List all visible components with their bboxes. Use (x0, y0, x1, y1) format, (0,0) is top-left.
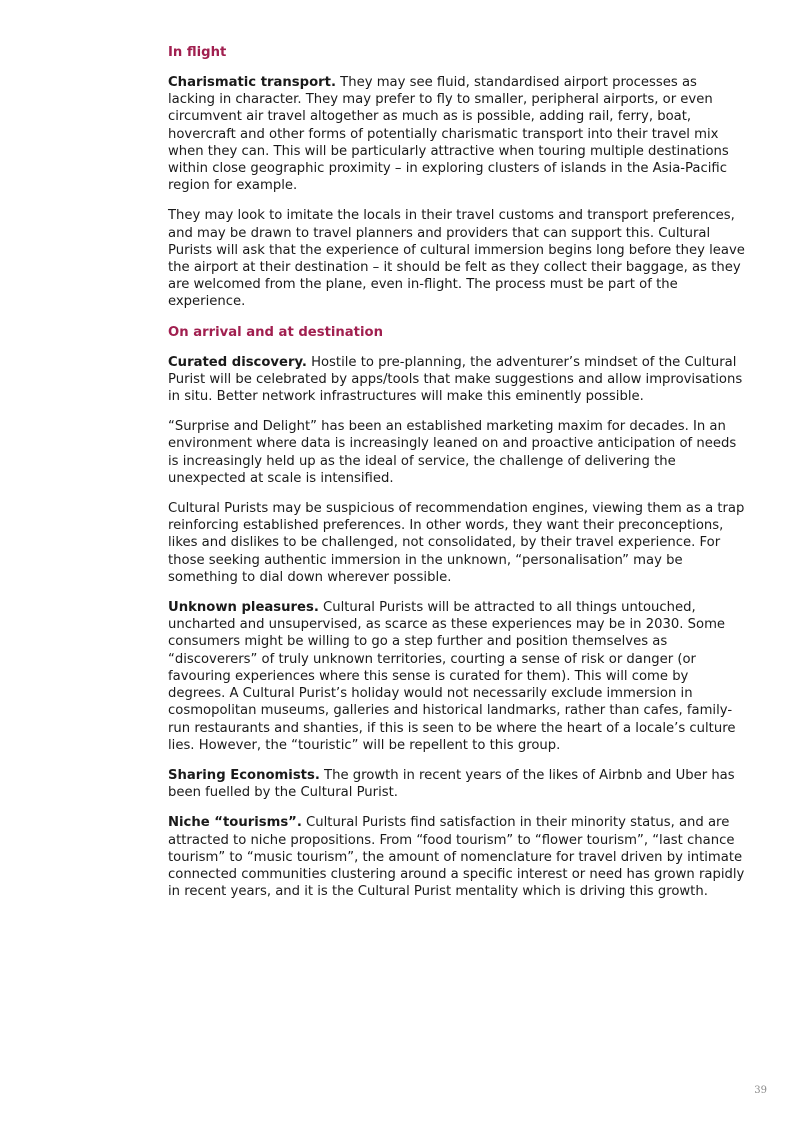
paragraph-lead: Unknown pleasures. (168, 600, 319, 616)
paragraph-charismatic-transport (168, 74, 748, 194)
paragraph-lead: Charismatic transport. (168, 75, 336, 90)
page-number: 39 (754, 1085, 767, 1096)
page-content (168, 44, 748, 913)
paragraph-unknown-pleasures (168, 599, 748, 754)
paragraph-text: Hostile to pre-planning, the adventurer’s mindset of the Cultural Purist will be celebrated by apps/tools that make suggestions and allow improvisations in situ. Better network infrastructures will make this eminently possible. (168, 354, 743, 405)
paragraph-imitate-locals (168, 207, 748, 310)
paragraph-lead: Sharing Economists. (168, 767, 320, 783)
paragraph-curated-discovery (168, 354, 748, 406)
paragraph-text: The growth in recent years of the likes of Airbnb and Uber has been fuelled by the Cultural Purist. (168, 767, 735, 801)
paragraph-text: Cultural Purists will be attracted to all things untouched, uncharted and unsupervised, as scarce as these experiences may be in 2030. Some consumers might be willing to go a step further and position themselves as “discoverers” of truly unknown territories, courting a sense of risk or danger (or favouring experiences where this sense is curated for them). This will come by degrees. A Cultural Purist’s holiday would not necessarily exclude immersion in cosmopolitan museums, galleries and historical landmarks, rather than cafes, family-run restaurants and shanties, if this is seen to be where the heart of a locale’s culture lies. However, the “touristic” will be repellent to this group. (168, 600, 736, 753)
paragraph-surprise-delight (168, 418, 748, 487)
paragraph-text: They may look to imitate the locals in their travel customs and transport preferences, and may be drawn to travel planners and providers that can support this. Cultural Purists will ask that the experience of cultural immersion begins long before they leave the airport at their destination – it should be felt as they collect their baggage, as they are welcomed from the plane, even in-flight. The process must be part of the experience. (168, 208, 745, 310)
paragraph-lead: Curated discovery. (168, 354, 307, 370)
paragraph-text: Cultural Purists find satisfaction in their minority status, and are attracted to niche propositions. From “food tourism” to “flower tourism”, “last chance tourism” to “music tourism”, the amount of nomenclature for travel driven by intimate connected communities clustering around a specific interest or need has grown rapidly in recent years, and it is the Cultural Purist mentality which is driving this growth. (168, 815, 745, 900)
paragraph-sharing-economists (168, 767, 748, 801)
paragraph-niche-tourisms (168, 814, 748, 900)
paragraph-text: Cultural Purists may be suspicious of recommendation engines, viewing them as a trap reinforcing established preferences. In other words, they want their preconceptions, likes and dislikes to be challenged, not consolidated, by their travel experience. For those seeking authentic immersion in the unknown, “personalisation” may be something to dial down wherever possible. (168, 501, 745, 585)
paragraph-text: “Surprise and Delight” has been an established marketing maxim for decades. In an environment where data is increasingly leaned on and proactive anticipation of needs is increasingly held up as the ideal of service, the challenge of delivering the unexpected at scale is intensified. (168, 419, 737, 486)
paragraph-lead: Niche “tourisms”. (168, 815, 302, 831)
section-heading-on-arrival: On arrival and at destination (168, 324, 383, 340)
paragraph-recommendation-engines (168, 500, 748, 586)
section-heading-in-flight: In flight (168, 45, 227, 60)
paragraph-text: They may see fluid, standardised airport processes as lacking in character. They may prefer to fly to smaller, peripheral airports, or even circumvent air travel altogether as much as is possible, adding rail, ferry, boat, hovercraft and other forms of potentially charismatic transport into their travel mix when they can. This will be particularly attractive when touring multiple destinations within close geographic proximity – in exploring clusters of islands in the Asia-Pacific region for example. (168, 75, 729, 194)
